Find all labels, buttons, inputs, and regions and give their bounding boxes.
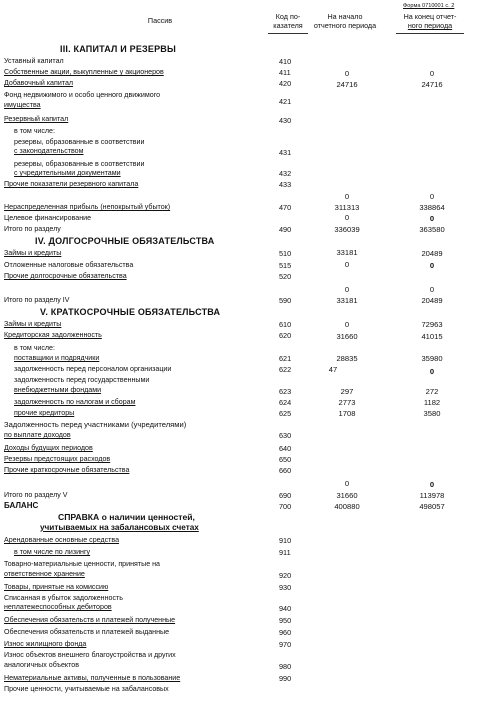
row-code-431: 431 <box>279 148 292 157</box>
row-start-515: 0 <box>344 260 350 269</box>
ref-label-960: Обеспечения обязательств и платежей выданные <box>4 628 170 636</box>
row-start-510: 33181 <box>336 248 358 257</box>
ref-label-980-line1: Износ объектов внешнего благоустройства и других <box>4 651 176 659</box>
row-label-421-line2: имущества <box>4 101 41 109</box>
ref-code-950: 950 <box>279 616 292 625</box>
row-end-515: 0 <box>429 261 435 270</box>
row-end-690-pre: 0 <box>429 480 435 489</box>
row-label-590: Итого по разделу IV <box>4 296 70 304</box>
row-start-420: 24716 <box>336 80 358 89</box>
row-code-640: 640 <box>279 444 292 453</box>
row-start-411: 0 <box>344 69 350 78</box>
ref-label-930: Товары, принятые на комиссию <box>4 583 109 591</box>
ref-label-980-line2: аналогичных объектов <box>4 661 79 669</box>
ref-code-911: 911 <box>279 548 291 557</box>
ref-label-990: Нематериальные активы, полученные в пользование <box>4 674 181 682</box>
section-4-title: IV. ДОЛГОСРОЧНЫЕ ОБЯЗАТЕЛЬСТВА <box>35 236 215 246</box>
row-code-421: 421 <box>279 97 292 106</box>
row-label-650: Резервы предстоящих расходов <box>4 455 111 463</box>
form-number-note: Форма 0710001 с. 2 <box>403 3 455 9</box>
row-label-411: Собственные акции, выкупленные у акционеров <box>4 68 164 76</box>
row-label-incl-2: в том числе: <box>14 344 55 352</box>
column-header-start-line1: На начало <box>327 12 363 21</box>
row-label-623-line1: задолженность перед государственными <box>14 376 150 384</box>
row-code-650: 650 <box>279 455 292 464</box>
row-label-421-line1: Фонд недвижимого и особо ценного движимого <box>4 91 161 99</box>
row-label-431-line2: с законодательством <box>14 147 84 155</box>
column-header-code-line1: Код по- <box>275 12 301 21</box>
ref-code-980: 980 <box>279 662 292 671</box>
section-3-title: III. КАПИТАЛ И РЕЗЕРВЫ <box>60 44 176 54</box>
row-label-620: Кредиторская задолженность <box>4 331 102 339</box>
row-label-515: Отложенные налоговые обязательства <box>4 261 134 269</box>
row-label-700: БАЛАНС <box>4 501 39 510</box>
row-code-625: 625 <box>279 409 292 418</box>
row-label-incl-1: в том числе: <box>14 127 55 135</box>
row-label-520: Прочие долгосрочные обязательства <box>4 272 127 280</box>
reference-title-line1: СПРАВКА о наличии ценностей, <box>58 512 195 522</box>
row-code-622: 622 <box>279 365 292 374</box>
row-end-590-pre: 0 <box>429 285 435 294</box>
row-label-420: Добавочный капитал <box>4 79 74 87</box>
row-end-510: 20489 <box>421 249 443 258</box>
ref-label-920-line1: Товарно-материальные ценности, принятые на <box>4 560 160 568</box>
row-code-620: 620 <box>279 331 292 340</box>
section-5-title: V. КРАТКОСРОЧНЫЕ ОБЯЗАТЕЛЬСТВА <box>40 307 221 317</box>
row-label-630-line2: по выплате доходов <box>4 431 71 439</box>
row-end-620: 41015 <box>421 332 443 341</box>
row-start-620: 31660 <box>336 332 358 341</box>
ref-label-910: Арендованные основные средства <box>4 536 120 544</box>
row-start-621: 28835 <box>336 354 358 363</box>
row-start-690-pre: 0 <box>344 479 350 488</box>
row-label-430: Резервный капитал <box>4 115 69 123</box>
row-start-470-pre: 0 <box>344 192 350 201</box>
row-end-610: 72963 <box>421 320 443 329</box>
row-label-630-line1: Задолженность перед участниками (учредителями) <box>4 420 187 429</box>
row-start-590: 33181 <box>336 296 358 305</box>
row-label-621: поставщики и подрядчики <box>14 354 100 362</box>
row-code-700: 700 <box>279 502 292 511</box>
row-label-510: Займы и кредиты <box>4 249 62 257</box>
row-label-target-financing: Целевое финансирование <box>4 214 92 222</box>
row-label-622: задолженность перед персоналом организации <box>14 365 172 373</box>
row-end-490: 363580 <box>419 225 445 234</box>
row-code-470: 470 <box>279 203 292 212</box>
row-label-660: Прочие краткосрочные обязательства <box>4 466 130 474</box>
ref-label-920-line2: ответственное хранение <box>4 570 85 578</box>
row-label-432-line1: резервы, образованные в соответствии <box>14 160 145 168</box>
column-header-end-line2: ного периода <box>407 21 453 30</box>
ref-label-940-line2: неплатежеспособных дебиторов <box>4 603 112 611</box>
column-header-code-line2: казателя <box>273 21 303 30</box>
row-label-624: задолженность по налогам и сборам <box>14 398 136 406</box>
ref-label-911: в том числе по лизингу <box>14 548 91 556</box>
row-code-420: 420 <box>279 79 292 88</box>
header-divider-code <box>268 33 308 34</box>
row-code-621: 621 <box>279 354 292 363</box>
row-start-700: 400880 <box>334 502 360 511</box>
row-code-690: 690 <box>279 491 292 500</box>
row-start-690: 31660 <box>336 491 358 500</box>
row-end-470: 338864 <box>419 203 445 212</box>
row-label-640: Доходы будущих периодов <box>4 444 93 452</box>
ref-code-970: 970 <box>279 640 292 649</box>
row-label-690: Итого по разделу V <box>4 491 68 499</box>
row-end-470-pre: 0 <box>429 192 435 201</box>
ref-code-940: 940 <box>279 604 292 613</box>
row-label-431-line1: резервы, образованные в соответствии <box>14 138 145 146</box>
row-label-432-line2: с учредительными документами <box>14 169 121 177</box>
ref-label-940-line1: Списанная в убыток задолженность <box>4 594 123 602</box>
row-end-690: 113978 <box>419 491 445 500</box>
ref-code-930: 930 <box>279 583 292 592</box>
row-end-621: 35980 <box>421 354 443 363</box>
row-end-700: 498057 <box>419 502 445 511</box>
row-code-510: 510 <box>279 249 292 258</box>
ref-code-990: 990 <box>279 674 292 683</box>
ref-code-910: 910 <box>279 536 292 545</box>
row-end-target-financing: 0 <box>429 214 435 223</box>
row-end-411: 0 <box>429 69 435 78</box>
reference-title-line2: учитываемых на забалансовых счетах <box>40 523 199 532</box>
row-code-590: 590 <box>279 296 292 305</box>
column-header-start-line2: отчетного периода <box>313 21 377 30</box>
row-start-622: 47 <box>328 365 338 374</box>
row-code-520: 520 <box>279 272 292 281</box>
ref-label-other: Прочие ценности, учитываемые на забалансовых <box>4 685 169 693</box>
row-code-515: 515 <box>279 261 292 270</box>
row-code-430: 430 <box>279 116 292 125</box>
row-start-target-financing: 0 <box>344 213 350 222</box>
row-code-490: 490 <box>279 225 292 234</box>
ref-label-950: Обеспечения обязательств и платежей полученные <box>4 616 176 624</box>
row-label-433: Прочие показатели резервного капитала <box>4 180 139 188</box>
row-code-660: 660 <box>279 466 292 475</box>
row-label-625: прочие кредиторы <box>14 409 75 417</box>
header-divider-end <box>396 33 464 34</box>
column-header-end-line1: На конец отчет- <box>403 12 457 21</box>
row-label-490: Итого по разделу <box>4 225 61 233</box>
row-start-590-pre: 0 <box>344 285 350 294</box>
row-end-624: 1182 <box>423 398 441 407</box>
row-start-623: 297 <box>340 387 354 396</box>
row-end-623: 272 <box>425 387 439 396</box>
row-label-623-line2: внебюджетными фондами <box>14 386 102 394</box>
row-code-411: 411 <box>279 68 291 77</box>
row-start-470: 311313 <box>334 203 360 212</box>
row-label-470: Нераспределенная прибыль (непокрытый убыток) <box>4 203 171 211</box>
row-end-590: 20489 <box>421 296 443 305</box>
row-code-610: 610 <box>279 320 292 329</box>
ref-label-970: Износ жилищного фонда <box>4 640 87 648</box>
ref-code-920: 920 <box>279 571 292 580</box>
column-header-passive: Пассив <box>147 16 173 25</box>
row-start-490: 336039 <box>334 225 360 234</box>
ref-code-960: 960 <box>279 628 292 637</box>
row-start-625: 1708 <box>338 409 356 418</box>
row-code-630: 630 <box>279 431 292 440</box>
row-label-410: Уставный капитал <box>4 57 64 65</box>
row-end-420: 24716 <box>421 80 443 89</box>
row-label-610: Займы и кредиты <box>4 320 62 328</box>
row-start-624: 2773 <box>338 398 356 407</box>
row-code-623: 623 <box>279 387 292 396</box>
row-start-610: 0 <box>344 320 350 329</box>
row-code-624: 624 <box>279 398 292 407</box>
row-code-410: 410 <box>279 57 292 66</box>
row-end-625: 3580 <box>423 409 441 418</box>
row-code-432: 432 <box>279 169 292 178</box>
row-end-622: 0 <box>429 367 435 376</box>
row-code-433: 433 <box>279 180 292 189</box>
